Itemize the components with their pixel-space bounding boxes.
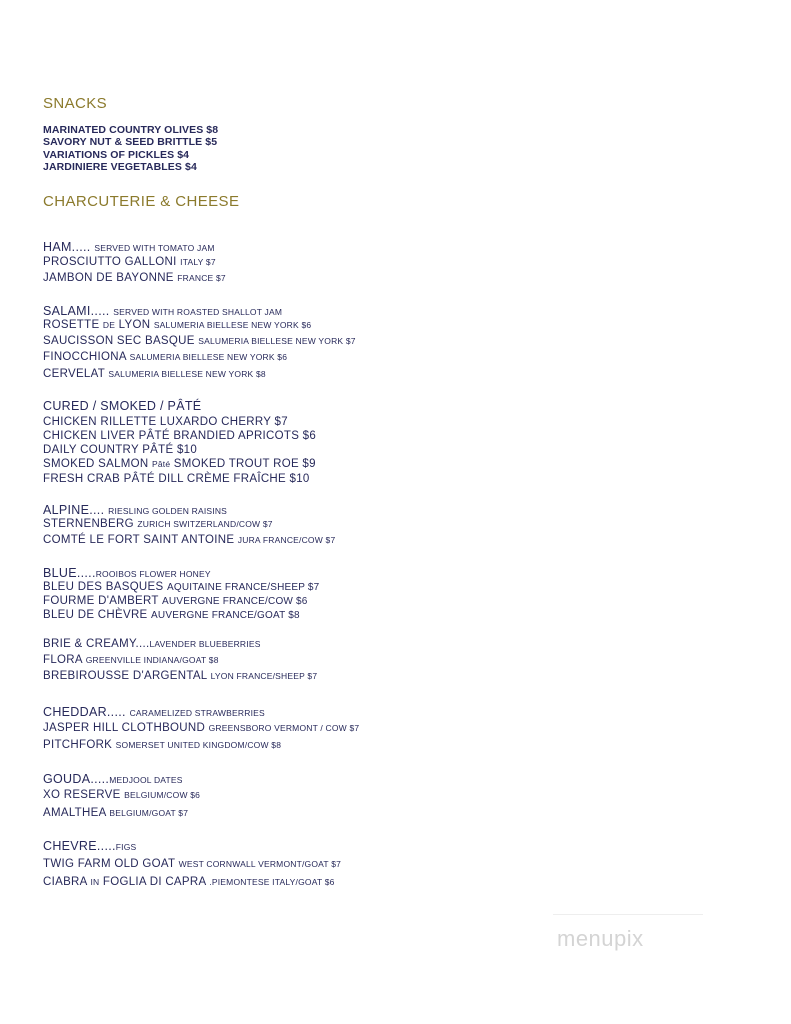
group-note: RIESLING GOLDEN RAISINS (108, 506, 228, 516)
item-detail: SALUMERIA BIELLESE NEW YORK $8 (108, 369, 266, 379)
section-title-charcuterie: CHARCUTERIE & CHEESE (43, 193, 240, 210)
item-name: PROSCIUTTO GALLONI (43, 256, 177, 268)
menu-item (43, 319, 311, 331)
menu-item: FRESH CRAB PÂTÉ DILL CRÈME FRAÎCHE $10 (43, 473, 310, 485)
group-title: BRIE & CREAMY.... (43, 638, 150, 650)
group-note: MEDJOOL DATES (109, 775, 183, 785)
group-note: FIGS (115, 842, 137, 852)
menu-item (43, 722, 359, 734)
group-note: ROOIBOS FLOWER HONEY (95, 569, 211, 579)
menu-item (43, 272, 226, 284)
item-name: FLORA (43, 654, 83, 666)
group-header-alpine (43, 503, 227, 517)
menu-item (43, 670, 317, 682)
snack-item: SAVORY NUT & SEED BRITTLE $5 (43, 136, 218, 148)
menu-item (43, 789, 200, 801)
item-detail: FRANCE $7 (177, 273, 226, 283)
item-detail: ITALY $7 (180, 257, 216, 267)
menu-item (43, 534, 335, 546)
menu-item (43, 518, 273, 530)
item-detail: AUVERGNE FRANCE/GOAT $8 (151, 610, 300, 621)
item-name-small: Pâté (152, 459, 171, 469)
group-title: GOUDA..... (43, 772, 110, 786)
item-name: FINOCCHIONA (43, 351, 127, 363)
watermark-logo: menupix (557, 926, 644, 951)
menu-item (43, 351, 287, 363)
item-name: JAMBON DE BAYONNE (43, 272, 174, 284)
item-name: FOGLIA DI CAPRA (102, 876, 206, 888)
item-detail: LYON FRANCE/SHEEP $7 (210, 671, 318, 681)
group-header-blue (43, 566, 211, 580)
group-note: LAVENDER BLUEBERRIES (149, 639, 261, 649)
menu-item (43, 609, 300, 621)
item-detail: WEST CORNWALL VERMONT/GOAT $7 (178, 859, 342, 869)
item-name: CERVELAT (43, 368, 105, 380)
group-title: BLUE..... (43, 566, 96, 580)
snack-item: JARDINIERE VEGETABLES $4 (43, 161, 197, 173)
item-name: ROSETTE (43, 319, 100, 331)
item-detail: GREENSBORO VERMONT / COW $7 (208, 723, 360, 733)
menu-item: CHICKEN RILLETTE LUXARDO CHERRY $7 (43, 416, 288, 428)
item-name: TWIG FARM OLD GOAT (43, 858, 176, 870)
menu-item: CHICKEN LIVER PÂTÉ BRANDIED APRICOTS $6 (43, 430, 317, 442)
menu-item: DAILY COUNTRY PÂTÉ $10 (43, 444, 198, 456)
item-name: SMOKED TROUT ROE $9 (170, 458, 316, 470)
item-name: BLEU DES BASQUES (43, 581, 164, 593)
item-name: FOURME D'AMBERT (43, 595, 159, 607)
item-detail: ZURICH SWITZERLAND/COW $7 (137, 519, 273, 529)
item-detail: SALUMERIA BIELLESE NEW YORK $6 (129, 352, 288, 362)
snack-item: VARIATIONS OF PICKLES $4 (43, 149, 190, 161)
item-name: XO RESERVE (43, 789, 121, 801)
group-note: CARAMELIZED STRAWBERRIES (129, 708, 265, 718)
menu-item (43, 335, 356, 347)
menu-item (43, 858, 341, 870)
menu-item (43, 876, 335, 888)
snack-item: MARINATED COUNTRY OLIVES $8 (43, 124, 219, 136)
item-name: CIABRA (43, 876, 87, 888)
group-note: SERVED WITH ROASTED SHALLOT JAM (113, 307, 283, 317)
group-title: CHEVRE..... (43, 839, 116, 853)
menu-item (43, 256, 216, 268)
menu-item (43, 368, 266, 380)
item-name: BREBIROUSSE D'ARGENTAL (43, 670, 208, 682)
group-header-cheddar (43, 705, 265, 719)
group-header-chevre (43, 839, 136, 853)
group-header-ham (43, 240, 215, 254)
group-note: SERVED WITH TOMATO JAM (94, 243, 215, 253)
item-detail: AQUITAINE FRANCE/SHEEP $7 (166, 582, 320, 593)
menu-item (43, 458, 316, 470)
group-header-salami (43, 304, 282, 318)
menu-item (43, 739, 281, 751)
item-detail: .PIEMONTESE ITALY/GOAT $6 (209, 877, 335, 887)
item-name: LYON (118, 319, 151, 331)
menu-item (43, 581, 319, 593)
group-title: HAM..... (43, 240, 91, 254)
menu-item (43, 807, 188, 819)
group-title: SALAMI..... (43, 304, 110, 318)
watermark-divider (553, 914, 703, 915)
group-header-brie (43, 638, 261, 650)
item-name-connector: IN (90, 877, 100, 887)
menu-item (43, 595, 308, 607)
item-name: JASPER HILL CLOTHBOUND (43, 722, 206, 734)
item-detail: SALUMERIA BIELLESE NEW YORK $6 (153, 320, 312, 330)
group-header-cured: CURED / SMOKED / PÂTÉ (43, 399, 202, 413)
group-title: ALPINE.... (43, 503, 105, 517)
group-header-gouda (43, 772, 183, 786)
item-name: PITCHFORK (43, 739, 113, 751)
item-detail: GREENVILLE INDIANA/GOAT $8 (85, 655, 219, 665)
item-detail: BELGIUM/GOAT $7 (109, 808, 189, 818)
item-detail: AUVERGNE FRANCE/COW $6 (162, 596, 308, 607)
item-name: AMALTHEA (43, 807, 106, 819)
group-title: CHEDDAR..... (43, 705, 126, 719)
item-detail: SOMERSET UNITED KINGDOM/COW $8 (115, 740, 282, 750)
item-name: SMOKED SALMON (43, 458, 152, 470)
item-name: COMTÉ LE FORT SAINT ANTOINE (43, 534, 235, 546)
item-name: SAUCISSON SEC BASQUE (43, 335, 195, 347)
item-name-connector: DE (102, 320, 116, 330)
item-detail: JURA FRANCE/COW $7 (237, 535, 336, 545)
section-title-snacks: SNACKS (43, 95, 108, 112)
item-detail: BELGIUM/COW $6 (124, 790, 201, 800)
menu-item (43, 654, 219, 666)
item-name: BLEU DE CHÈVRE (43, 609, 148, 621)
item-detail: SALUMERIA BIELLESE NEW YORK $7 (198, 336, 356, 346)
item-name: STERNENBERG (43, 518, 134, 530)
